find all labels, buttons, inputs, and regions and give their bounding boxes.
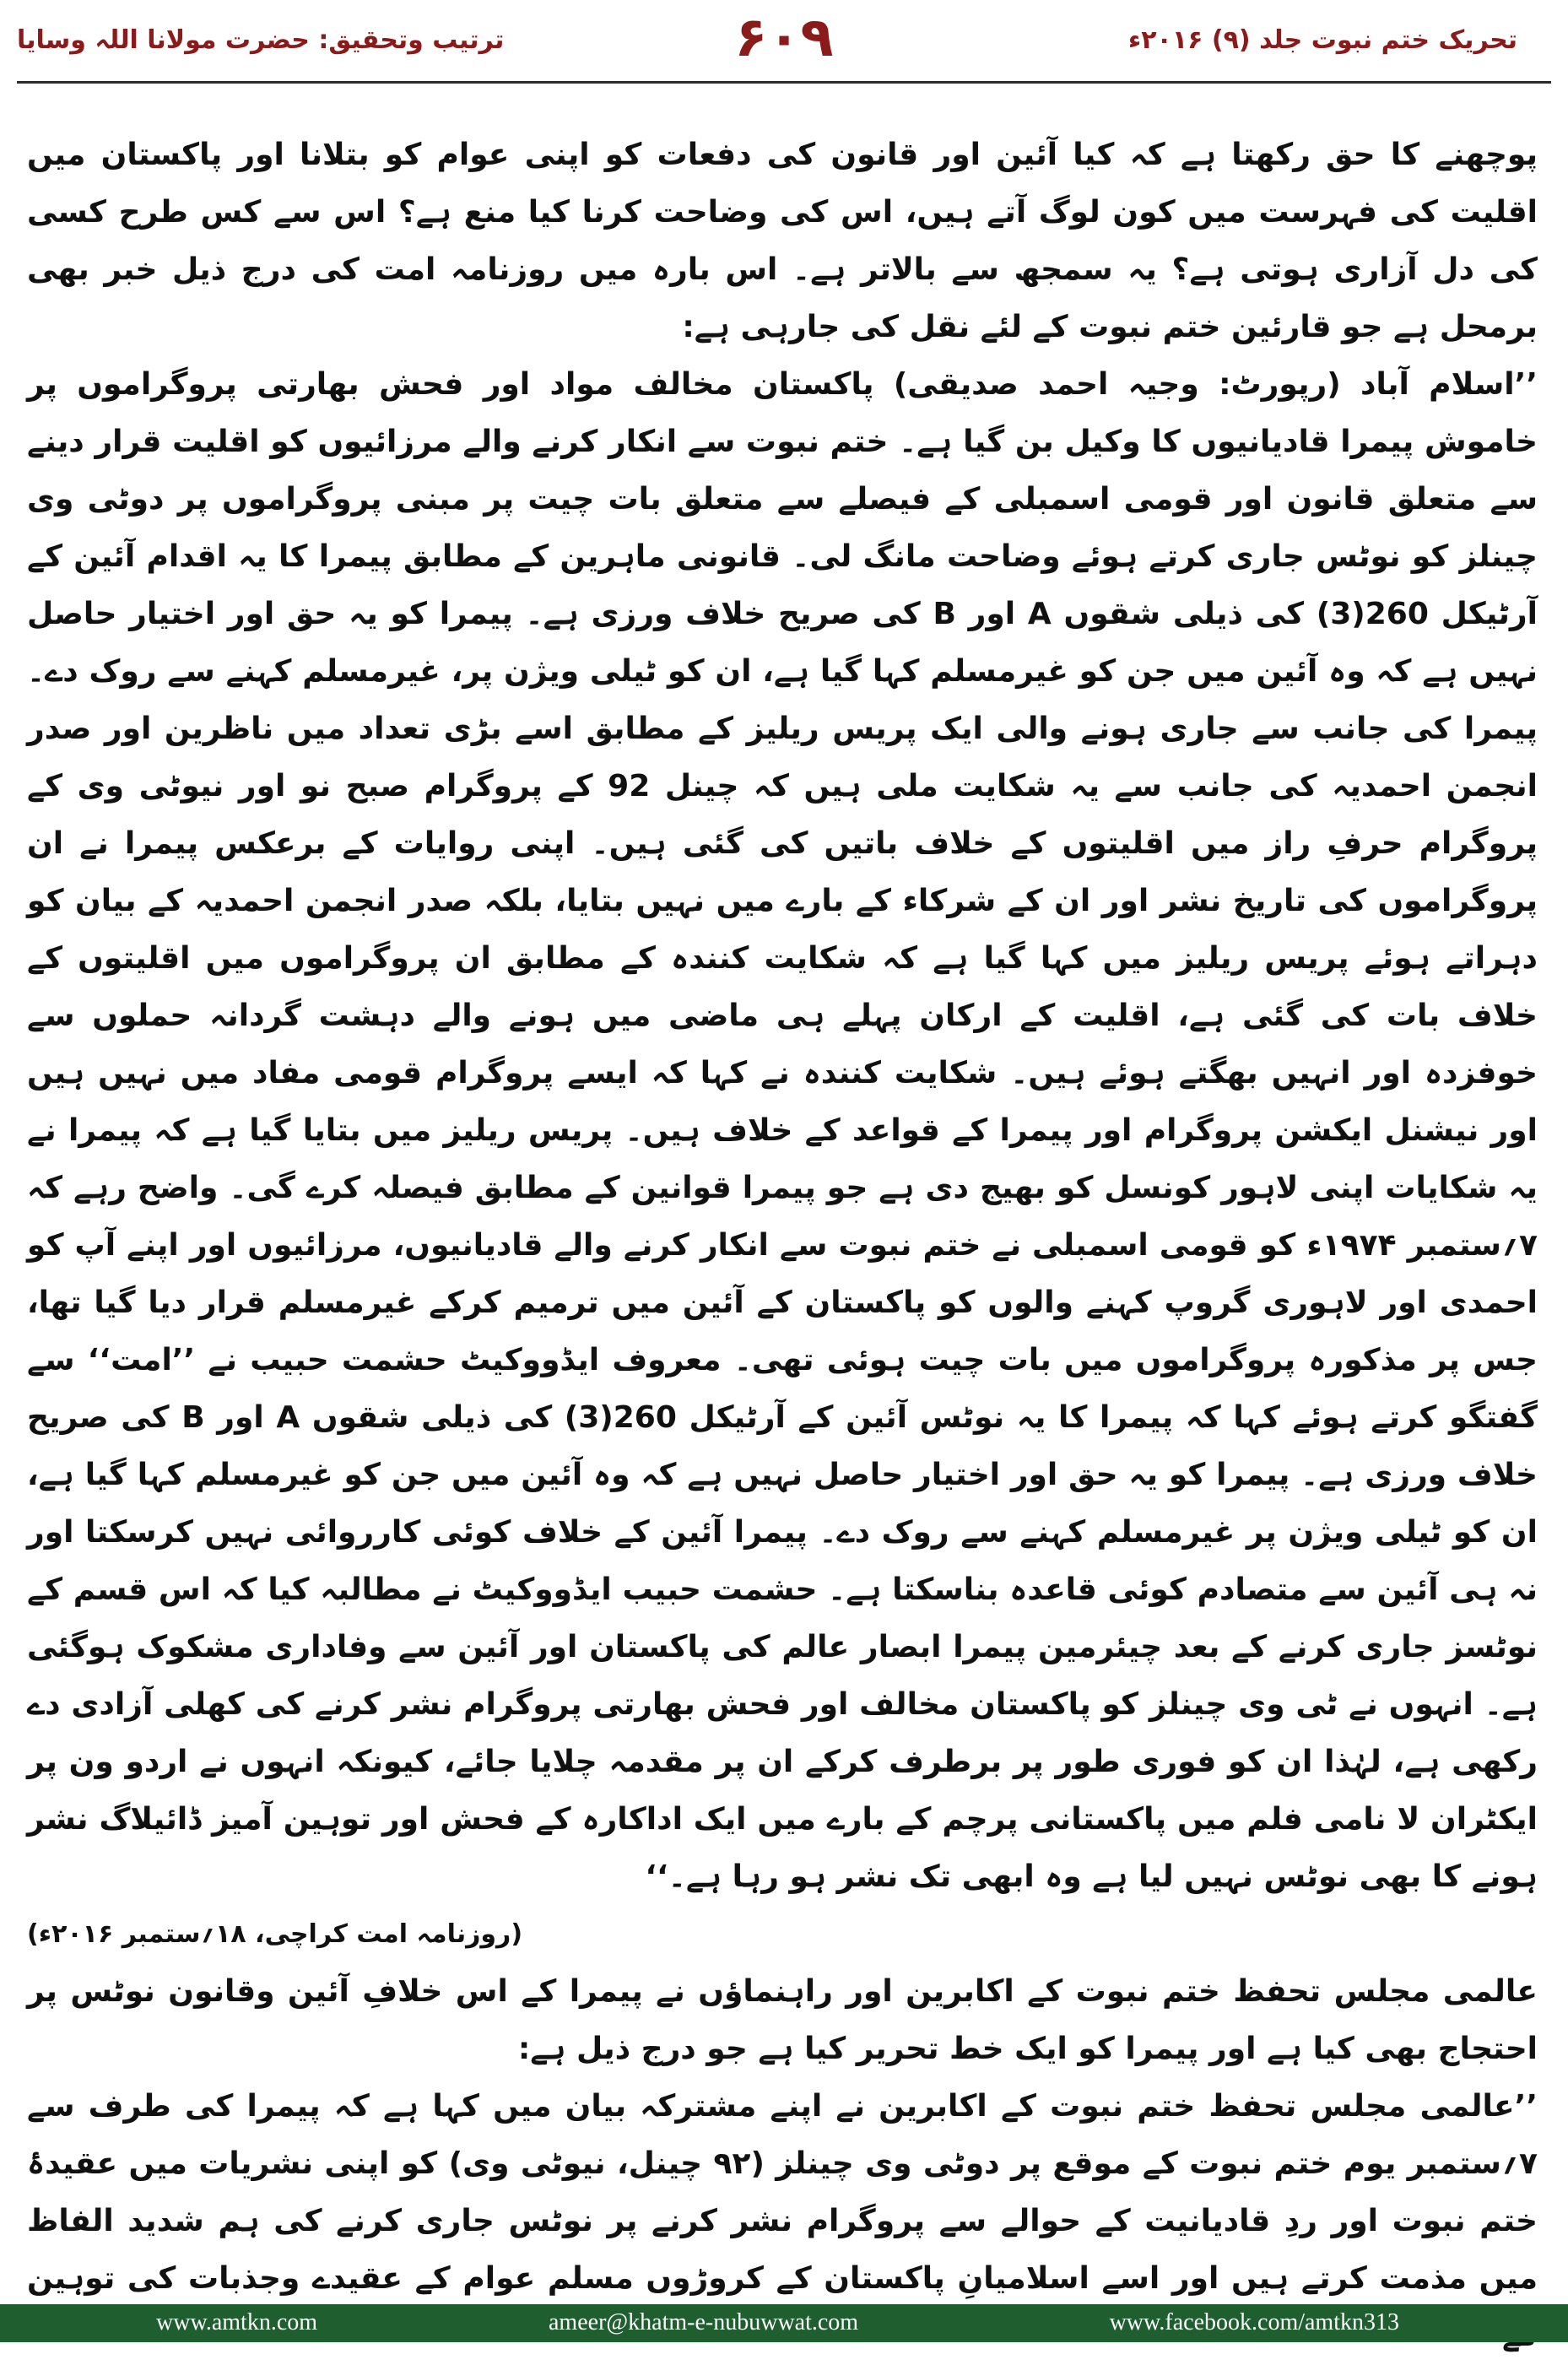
paragraph-statement: ’’عالمی مجلس تحفظ ختم نبوت کے اکابرین نے اپنے مشترکہ بیان میں کہا ہے کہ پیمرا کی طرف سے ۷؍ستمبر یوم ختم نبوت کے موقع پر دوٹی وی چینلز (۹۲ چینل، نیوٹی وی) کو اپنی نشریات میں عقیدۂ ختم نبوت اور ردِ قادیانیت کے حوالے سے پروگرام نشر کرنے پر نوٹس جاری کرنے کی ہم شدید الفاظ میں مذمت کرتے ہیں اور اسے اسلامیانِ پاکستان کے کروڑوں مسلم عوام کے عقیدے وجذبات کی توہین <box>27 2089 1538 2296</box>
footer-website-link[interactable]: www.amtkn.com <box>156 2309 318 2335</box>
page-header <box>0 0 1568 84</box>
header-divider <box>17 81 1551 84</box>
footer-email-link[interactable]: ameer@khatm-e-nubuwwat.com <box>549 2309 859 2335</box>
book-title: تحریک ختم نبوت جلد (۹) ۲۰۱۶ء <box>1127 25 1517 55</box>
main-text <box>27 127 1538 2296</box>
footer-facebook-link[interactable]: www.facebook.com/amtkn313 <box>1109 2309 1399 2335</box>
citation: (روزنامہ امت کراچی، ۱۸؍ستمبر ۲۰۱۶ء) <box>27 1919 523 1949</box>
paragraph-intro: پوچھنے کا حق رکھتا ہے کہ کیا آئین اور قانون کی دفعات کو اپنی عوام کو بتلانا اور پاکستان میں اقلیت کی فہرست میں کون لوگ آتے ہیں، اس کی وضاحت کرنا کیا منع ہے؟ اس سے کس طرح کسی کی دل آزاری ہوتی ہے؟ یہ سمجھ سے بالاتر ہے۔ اس بارہ میں روزنامہ امت کی درج ذیل خبر بھی برمحل ہے جو قارئین ختم نبوت کے لئے نقل کی جارہی ہے: <box>27 138 1538 344</box>
paragraph-majlis: عالمی مجلس تحفظ ختم نبوت کے اکابرین اور راہنماؤں نے پیمرا کے اس خلافِ آئین وقانون نوٹس پر احتجاج بھی کیا ہے اور پیمرا کو ایک خط تحریر کیا ہے جو درج ذیل ہے: <box>27 1974 1538 2066</box>
page-number: ۶۰۹ <box>734 7 834 69</box>
compiler-credit: ترتیب وتحقیق: حضرت مولانا اللہ وسایا <box>17 25 505 55</box>
paragraph-news-quote: ’’اسلام آباد (رپورٹ: وجیہ احمد صدیقی) پاکستان مخالف مواد اور فحش بھارتی پروگراموں پر خاموش پیمرا قادیانیوں کا وکیل بن گیا ہے۔ ختم نبوت سے انکار کرنے والے مرزائیوں کو اقلیت قرار دینے سے متعلق قانون اور قومی اسمبلی کے فیصلے سے متعلق بات چیت پر مبنی پروگراموں پر دوٹی وی چینلز کو نوٹس جاری کرتے ہوئے وضاحت مانگ لی۔ قانونی ماہرین کے مطابق پیمرا کا یہ اقدام آئین کے آرٹیکل 260(3) کی ذیلی شقوں A اور B کی صریح خلاف ورزی ہے۔ پیمرا کو یہ حق اور اختیار حاصل نہیں ہے کہ وہ آئین میں جن کو غیرمسلم کہا گیا ہے، ان کو ٹیلی ویژن پر، غیرمسلم کہنے سے روک دے۔ پیمرا کی جانب سے جاری ہونے والی ایک پریس ریلیز کے مطابق اسے بڑی تعداد میں ناظرین اور صدر انجمن احمدیہ کی جانب سے یہ شکایت ملی ہیں کہ چینل 92 کے پروگرام صبح نو اور نیوٹی وی کے پروگرام حرفِ راز میں اقلیتوں کے خلاف باتیں کی گئی ہیں۔ اپنی روایات کے برعکس پیمرا نے ان پروگراموں کی تاریخ نشر اور ان کے شرکاء کے بارے میں نہیں بتایا، بلکہ صدر انجمن احمدیہ کے بیان کو دہراتے ہوئے پریس ریلیز میں کہا گیا ہے کہ شکایت کنندہ کے مطابق ان پروگراموں میں اقلیتوں کے خلاف بات کی گئی ہے، اقلیت کے ارکان پہلے ہی ماضی میں ہونے والے دہشت گردانہ حملوں سے خوفزدہ اور انہیں بھگتے ہوئے ہیں۔ شکایت کنندہ نے کہا کہ ایسے پروگرام قومی مفاد میں نہیں ہیں اور نیشنل ایکشن پروگرام اور پیمرا کے قواعد کے خلاف ہیں۔ پریس ریلیز میں بتایا گیا ہے کہ پیمرا نے یہ شکایات اپنی لاہور کونسل کو بھیج دی ہے جو پیمرا قوانین کے مطابق فیصلہ کرے گی۔ واضح رہے کہ ۷؍ستمبر ۱۹۷۴ء کو قومی اسمبلی نے ختم نبوت سے انکار کرنے والے قادیانیوں، مرزائیوں اور اپنے آپ کو احمدی اور لاہوری گروپ کہنے والوں کو پاکستان کے آئین میں ترمیم کرکے غیرمسلم قرار دیا گیا تھا، جس پر مذکورہ پروگراموں میں بات چیت ہوئی تھی۔ معروف ایڈووکیٹ حشمت حبیب نے ’’امت‘‘ سے گفتگو کرتے ہوئے کہا کہ پیمرا کا یہ نوٹس آئین کے آرٹیکل 260(3) کی ذیلی شقوں A اور B کی صریح خلاف ورزی ہے۔ پیمرا کو یہ حق اور اختیار حاصل نہیں ہے کہ وہ آئین میں جن کو غیرمسلم کہا گیا ہے، ان کو ٹیلی ویژن پر غیرمسلم کہنے سے روک دے۔ پیمرا آئین کے خلاف کوئی کارروائی نہیں کرسکتا اور نہ ہی آئین سے متصادم کوئی قاعدہ بناسکتا ہے۔ حشمت حبیب ایڈووکیٹ نے مطالبہ کیا کہ اس قسم کے نوٹسز جاری کرنے کے بعد چیئرمین پیمرا ابصار عالم کی پاکستان اور آئین سے وفاداری مشکوک ہوگئی ہے۔ انہوں نے ٹی وی چینلز کو پاکستان مخالف اور فحش بھارتی پروگرام نشر کرنے کی کھلی آزادی دے رکھی ہے، لہٰذا ان کو فوری طور پر برطرف کرکے ان پر مقدمہ چلایا جائے، کیونکہ انہوں نے اردو ون پر ایکٹران لا نامی فلم میں پاکستانی پرچم کے بارے میں ایک اداکارہ کے فحش اور توہین آمیز ڈائیلاگ نشر ہونے کا بھی نوٹس نہیں لیا ہے وہ ابھی تک نشر ہو رہا ہے۔‘‘ <box>27 367 1538 1894</box>
page-footer <box>0 2304 1568 2342</box>
